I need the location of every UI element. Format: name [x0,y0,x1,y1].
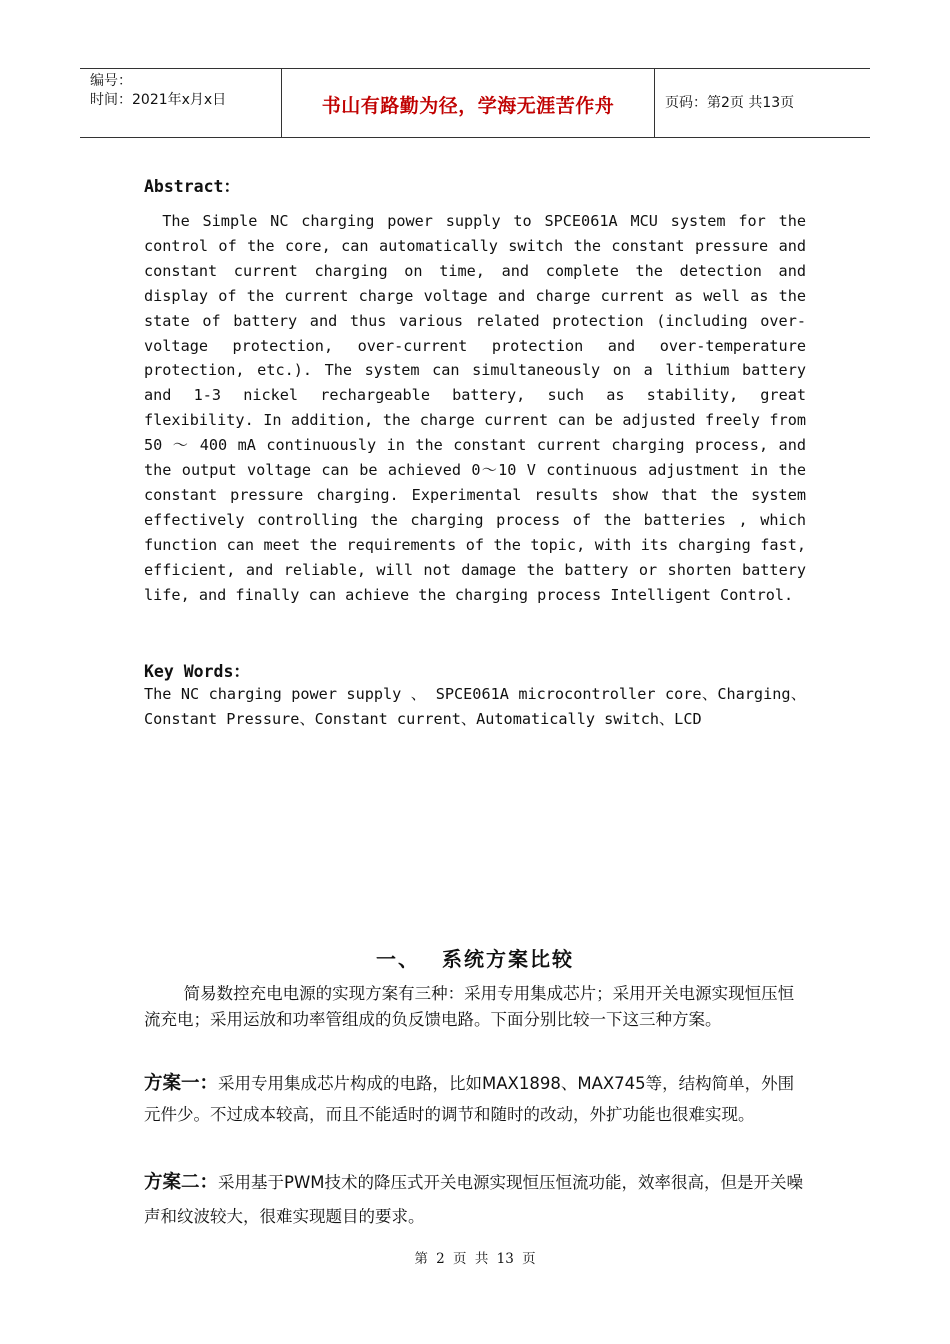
option-one-text: 采用专用集成芯片构成的电路，比如MAX1898、MAX745等，结构简单，外围元件少。不过成本较高，而且不能适时的调节和随时的改动，外扩功能也很难实现。 [144,1074,795,1124]
page-footer: 第 2 页 共 13 页 [414,1251,536,1267]
option-two-paragraph [144,1166,806,1234]
option-one-label: 方案一： [144,1073,219,1094]
intro-text: 简易数控充电电源的实现方案有三种：采用专用集成芯片；采用开关电源实现恒压恒流充电；采用运放和功率管组成的负反馈电路。下面分别比较一下这三种方案。 [144,984,795,1029]
header-motto-cell [282,69,655,137]
document-code-label: 编号： [90,73,132,89]
section-heading [0,943,950,972]
option-two-label: 方案二： [144,1172,219,1193]
option-two-text: 采用基于PWM技术的降压式开关电源实现恒压恒流功能，效率很高，但是开关噪声和纹波较大，很难实现题目的要求。 [144,1173,804,1226]
header-page-cell [655,69,870,137]
keywords-heading: Key Words： [144,662,250,681]
keywords-body: The NC charging power supply 、 SPCE061A microcontroller core、Charging、Constant Pressure、Constant current、Automatically switch、LCD [144,685,806,728]
header-page-number: 页码：第2页 共13页 [665,95,795,111]
abstract-heading: Abstract： [144,177,240,196]
option-one-paragraph [144,1068,806,1130]
header-info-cell [80,69,282,137]
abstract-body [144,209,806,608]
section-number: 一、 [376,947,420,971]
document-date-label: 时间：2021年x月x日 [90,92,227,108]
page-header-table [80,68,870,138]
section-title: 系统方案比较 [442,947,574,971]
header-motto: 书山有路勤为径，学海无涯苦作舟 [321,95,615,117]
abstract-paragraph: The Simple NC charging power supply to SPCE061A MCU system for the control of the core, can automatically switch the constant pressure and constant current charging on time, and complete the detection and display of the current charge voltage and charge current as well as the state of battery and thus various related protection (including over-voltage protection, over-current protection and over-temperature protection, etc.). The system can simultaneously on a lithium battery and 1-3 nickel rechargeable battery, such as stability, great flexibility. In addition, the charge current can be adjusted freely from 50 ～ 400 mA continuously in the constant current charging process, and the output voltage can be achieved 0～10 V continuous adjustment in the constant pressure charging. Experimental results show that the system effectively controlling the charging process of the batteries , which function can meet the requirements of the topic, with its charging fast, efficient, and reliable, will not damage the battery or shorten battery life, and finally can achieve the charging process Intelligent Control. [144,212,806,604]
section-intro-paragraph [144,981,806,1032]
